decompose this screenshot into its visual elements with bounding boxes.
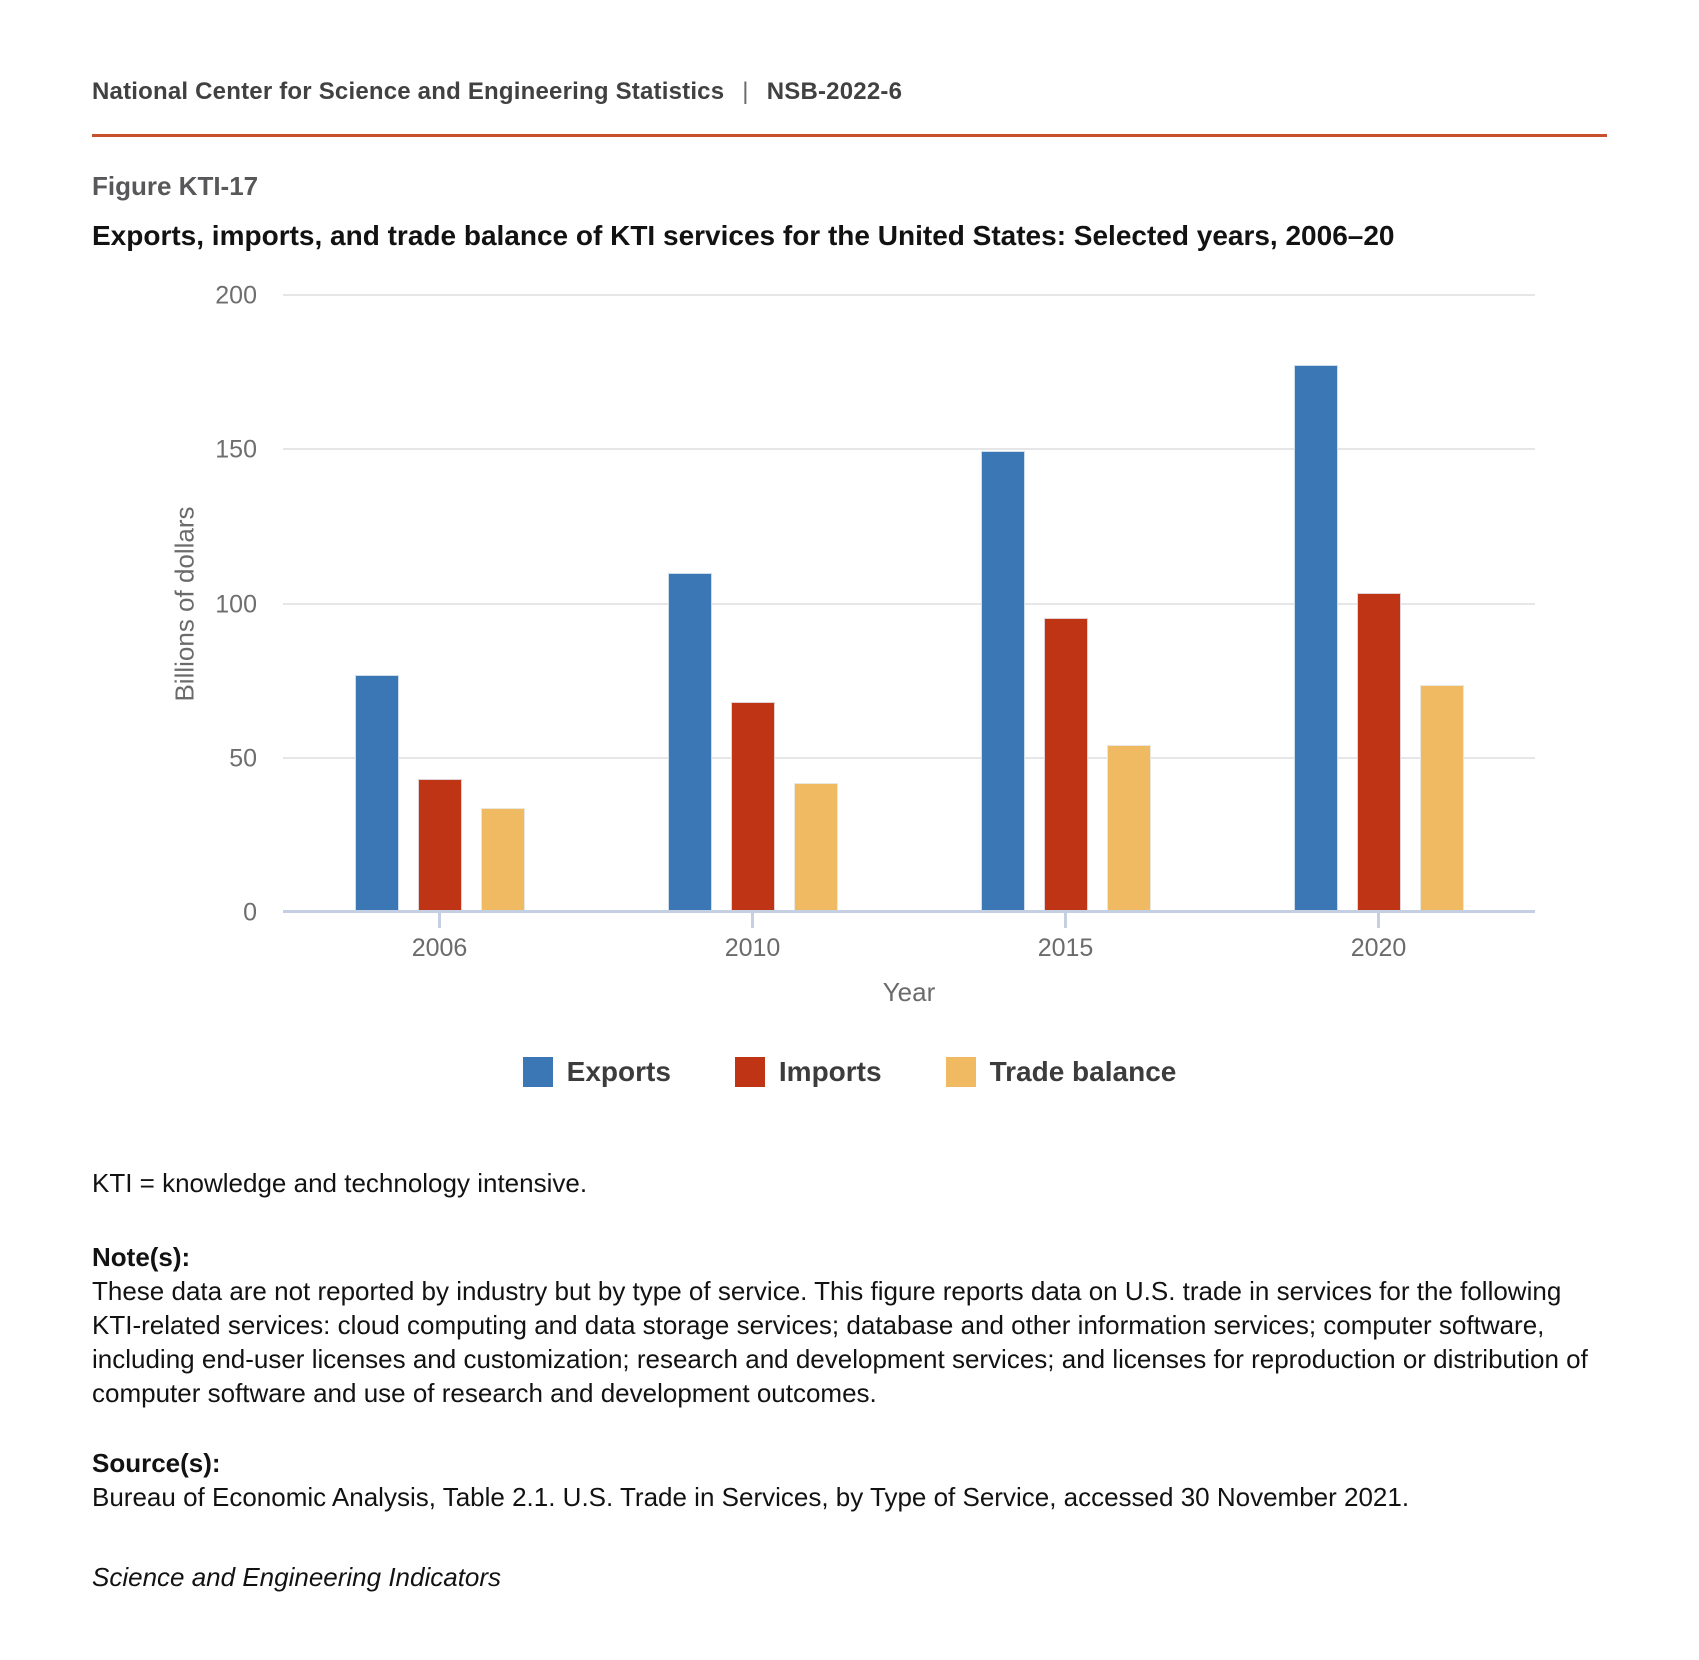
bar-group-2015	[981, 296, 1151, 913]
x-tick-2006	[355, 913, 525, 963]
bar-groups	[283, 296, 1535, 913]
page-header	[0, 0, 1699, 106]
plot-area	[283, 296, 1535, 913]
bar-imports-2015	[1044, 618, 1088, 913]
bar-trade-balance-2015	[1107, 745, 1151, 913]
header-separator: |	[742, 78, 749, 105]
bar-exports-2010	[668, 573, 712, 913]
x-tick-2015	[981, 913, 1151, 963]
x-tickmark-2015	[1064, 913, 1067, 928]
notes-label: Note(s):	[92, 1242, 191, 1272]
x-tick-2020	[1294, 913, 1464, 963]
bar-imports-2020	[1357, 593, 1401, 913]
legend-item-trade-balance	[946, 1056, 1177, 1088]
footnotes	[92, 1166, 1607, 1594]
publication-name: Science and Engineering Indicators	[92, 1562, 502, 1592]
org-name: National Center for Science and Engineering Statistics	[92, 78, 725, 105]
x-axis-line	[283, 910, 1535, 913]
bar-group-2010	[668, 296, 838, 913]
x-tickmark-2010	[751, 913, 754, 928]
x-tick-label-2010: 2010	[724, 934, 781, 962]
sources-label: Source(s):	[92, 1448, 221, 1478]
chart-plot-row	[0, 281, 1699, 1008]
legend-item-exports	[523, 1056, 671, 1088]
figure-title: Exports, imports, and trade balance of KTI services for the United States: Selected years, 2006–20	[92, 220, 1395, 251]
y-axis-labels	[92, 281, 283, 927]
legend-swatch-exports	[523, 1057, 553, 1087]
bar-group-2006	[355, 296, 525, 913]
legend-swatch-trade-balance	[946, 1057, 976, 1087]
x-tickmark-2020	[1377, 913, 1380, 928]
notes-text: These data are not reported by industry but by type of service. This figure reports data on U.S. trade in services for the following KTI-related services: cloud computing and data storage services; database and other information services; computer software, including end-user licenses and customization; research and development services; and licenses for reproduction or distribution of computer software and use of research and development outcomes.	[92, 1276, 1588, 1408]
bar-exports-2015	[981, 451, 1025, 913]
bar-exports-2006	[355, 675, 399, 913]
bar-exports-2020	[1294, 365, 1338, 913]
legend-swatch-imports	[735, 1057, 765, 1087]
x-axis-title: Year	[882, 977, 936, 1007]
figure-label: Figure KTI-17	[92, 171, 259, 201]
y-tick-label-150: 150	[215, 435, 257, 464]
report-id: NSB-2022-6	[766, 78, 903, 105]
legend-label-exports: Exports	[566, 1056, 671, 1087]
header-rule	[92, 134, 1607, 137]
x-axis-labels	[283, 913, 1535, 963]
legend-item-imports	[735, 1056, 882, 1088]
bar-chart	[0, 281, 1699, 1088]
y-tick-label-200: 200	[215, 281, 257, 310]
bar-imports-2006	[418, 779, 462, 913]
sources-text: Bureau of Economic Analysis, Table 2.1. U.S. Trade in Services, by Type of Service, accessed 30 November 2021.	[92, 1482, 1410, 1512]
legend-label-imports: Imports	[778, 1056, 882, 1087]
bar-group-2020	[1294, 296, 1464, 913]
legend-label-trade-balance: Trade balance	[989, 1056, 1177, 1087]
legend	[0, 1056, 1699, 1088]
x-tick-label-2020: 2020	[1350, 934, 1407, 962]
x-tickmark-2006	[438, 913, 441, 928]
y-tick-label-50: 50	[229, 744, 257, 773]
bar-trade-balance-2010	[794, 783, 838, 913]
bar-trade-balance-2020	[1420, 685, 1464, 913]
y-tick-label-100: 100	[215, 590, 257, 618]
x-tick-label-2015: 2015	[1037, 934, 1094, 962]
bar-trade-balance-2006	[481, 808, 525, 913]
plot-column	[283, 296, 1535, 1008]
bar-imports-2010	[731, 702, 775, 913]
y-tick-label-0: 0	[243, 898, 257, 927]
y-axis-title: Billions of dollars	[169, 506, 200, 702]
x-tick-label-2006: 2006	[411, 934, 468, 962]
x-tick-2010	[668, 913, 838, 963]
abbreviation-note: KTI = knowledge and technology intensive.	[92, 1168, 588, 1198]
